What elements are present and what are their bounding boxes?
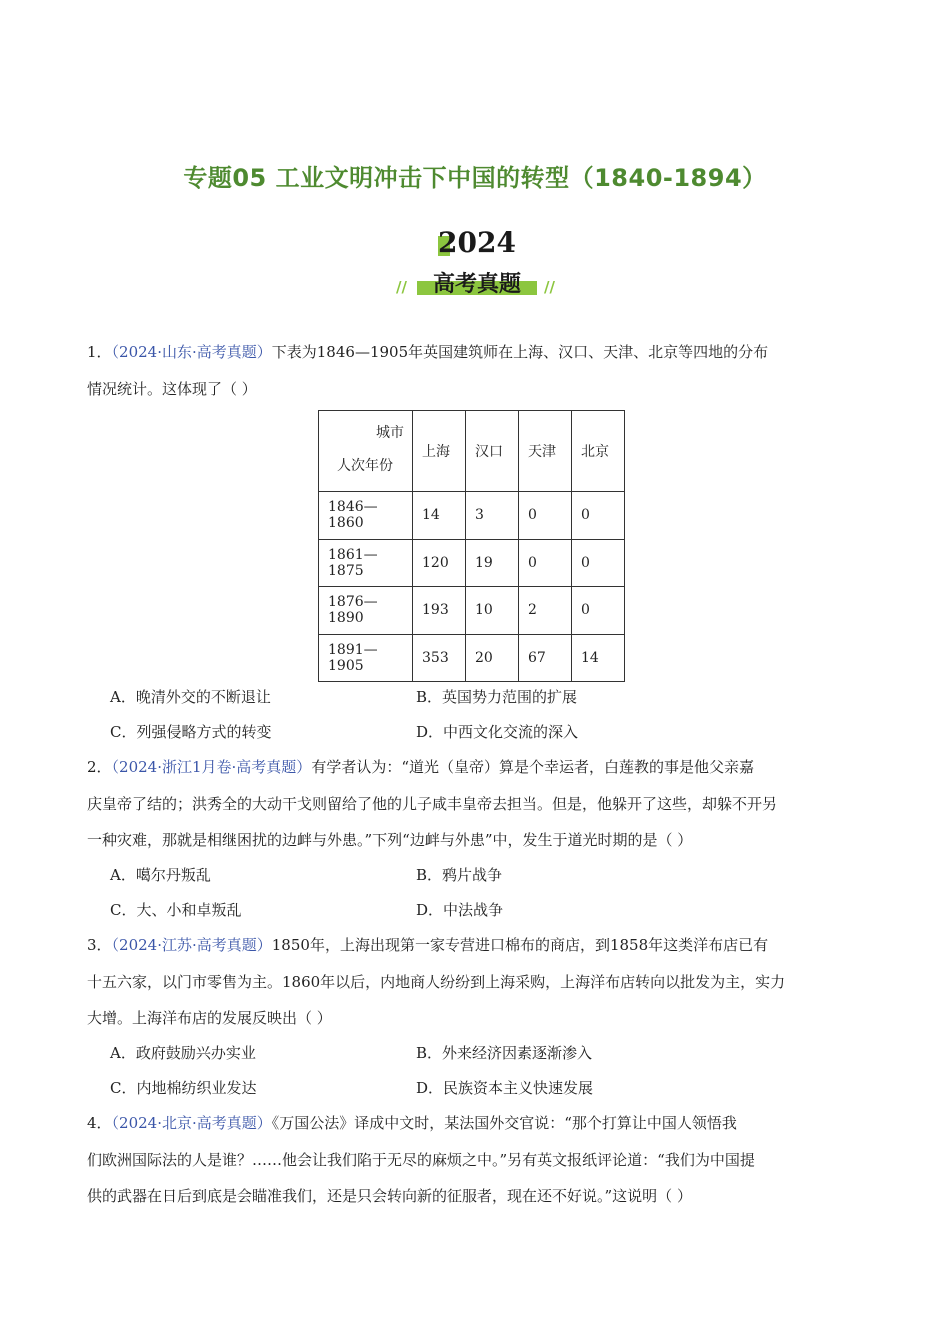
question-text: 1850年，上海出现第一家专营进口棉布的商店，到1858年这类洋布店已有 [271, 936, 769, 954]
question-number: 3． [87, 936, 112, 954]
option-b: B．外来经济因素逐渐渗入 [416, 1044, 593, 1062]
table-cell: 3 [466, 492, 519, 540]
question-3 [87, 927, 865, 1037]
question-text: 们欧洲国际法的人是谁？……他会让我们陷于无尽的麻烦之中。”另有英文报纸评论道：“我们为中国提 [87, 1150, 755, 1169]
table-cell: 67 [519, 634, 572, 682]
question-number: 4． [87, 1114, 112, 1132]
badge-slash-left: // [396, 278, 407, 296]
question-text: 《万国公法》译成中文时，某法国外交官说：“那个打算让中国人领悟我 [271, 1114, 737, 1132]
option-a: A．晚清外交的不断退让 [110, 688, 271, 706]
option-b: B．鸦片战争 [416, 866, 503, 884]
table-cell: 14 [413, 492, 466, 540]
option-a: A．政府鼓励兴办实业 [110, 1044, 256, 1062]
question-source: （2024·北京·高考真题） [111, 1114, 272, 1132]
table-cell: 193 [413, 587, 466, 635]
table-cell: 0 [572, 539, 625, 587]
corner-header-city: 城市 [376, 425, 404, 441]
option-b: B．英国势力范围的扩展 [416, 688, 578, 706]
question-text: 庆皇帝了结的；洪秀全的大动干戈则留给了他的儿子咸丰皇帝去担当。但是，他躲开了这些，却躲不开另 [87, 794, 778, 813]
badge-year: 2024 [438, 226, 516, 259]
question-text: 情况统计。这体现了（ ） [87, 379, 257, 398]
corner-header-year: 人次年份 [337, 458, 393, 474]
page-title: 专题05 工业文明冲击下中国的转型（1840-1894） [183, 164, 767, 192]
option-d: D．中法战争 [416, 900, 504, 919]
option-c: C．列强侵略方式的转变 [110, 722, 272, 741]
option-d: D．中西文化交流的深入 [416, 722, 579, 741]
option-c: C．内地棉纺织业发达 [110, 1078, 257, 1097]
option-a: A．噶尔丹叛乱 [110, 866, 211, 884]
question-text: 供的武器在日后到底是会瞄准我们，还是只会转向新的征服者，现在还不好说。”这说明（ ） [87, 1187, 692, 1205]
question-1-options [110, 680, 870, 749]
question-2 [87, 749, 865, 859]
table-cell: 19 [466, 539, 519, 587]
question-1 [87, 334, 865, 407]
table-cell: 10 [466, 587, 519, 635]
table-column-header: 汉口 [466, 411, 519, 492]
table-cell-period: 1861—1875 [319, 539, 413, 587]
question-number: 1． [87, 343, 112, 361]
table-cell: 20 [466, 634, 519, 682]
table-cell: 0 [572, 587, 625, 635]
table-column-header: 北京 [572, 411, 625, 492]
architect-table [318, 410, 625, 682]
badge-label: 高考真题 [432, 272, 521, 297]
question-source: （2024·山东·高考真题） [111, 343, 272, 361]
table-row [319, 492, 625, 540]
option-c: C．大、小和卓叛乱 [110, 900, 242, 919]
table-column-header: 上海 [413, 411, 466, 492]
option-d: D．民族资本主义快速发展 [416, 1078, 594, 1097]
table-cell-period: 1891—1905 [319, 634, 413, 682]
question-text: 有学者认为：“道光（皇帝）算是个幸运者，白莲教的事是他父亲嘉 [311, 758, 754, 776]
table-cell: 2 [519, 587, 572, 635]
question-number: 2． [87, 758, 112, 776]
question-3-options [110, 1036, 870, 1105]
table-cell-period: 1876—1890 [319, 587, 413, 635]
question-source: （2024·江苏·高考真题） [111, 936, 272, 954]
table-row [319, 634, 625, 682]
question-text: 十五六家，以门市零售为主。1860年以后，内地商人纷纷到上海采购，上海洋布店转向以批发为主，实力 [87, 972, 786, 991]
badge-bar [417, 273, 537, 297]
year-badge [392, 226, 562, 302]
question-2-options [110, 858, 870, 927]
question-text: 一种灾难，那就是相继困扰的边衅与外患。”下列“边衅与外患”中，发生于道光时期的是（ ） [87, 831, 693, 849]
table-corner-cell [319, 411, 413, 492]
question-text: 大增。上海洋布店的发展反映出（ ） [87, 1009, 332, 1027]
question-text: 下表为1846—1905年英国建筑师在上海、汉口、天津、北京等四地的分布 [271, 343, 769, 361]
table-cell: 353 [413, 634, 466, 682]
question-4 [87, 1105, 865, 1215]
table-column-header: 天津 [519, 411, 572, 492]
table-cell: 0 [572, 492, 625, 540]
table-cell-period: 1846—1860 [319, 492, 413, 540]
badge-slash-right: // [544, 278, 555, 296]
table-cell: 0 [519, 492, 572, 540]
table-row [319, 539, 625, 587]
table-row [319, 587, 625, 635]
table-cell: 0 [519, 539, 572, 587]
table-cell: 14 [572, 634, 625, 682]
table-cell: 120 [413, 539, 466, 587]
question-source: （2024·浙江1月卷·高考真题） [111, 758, 312, 776]
